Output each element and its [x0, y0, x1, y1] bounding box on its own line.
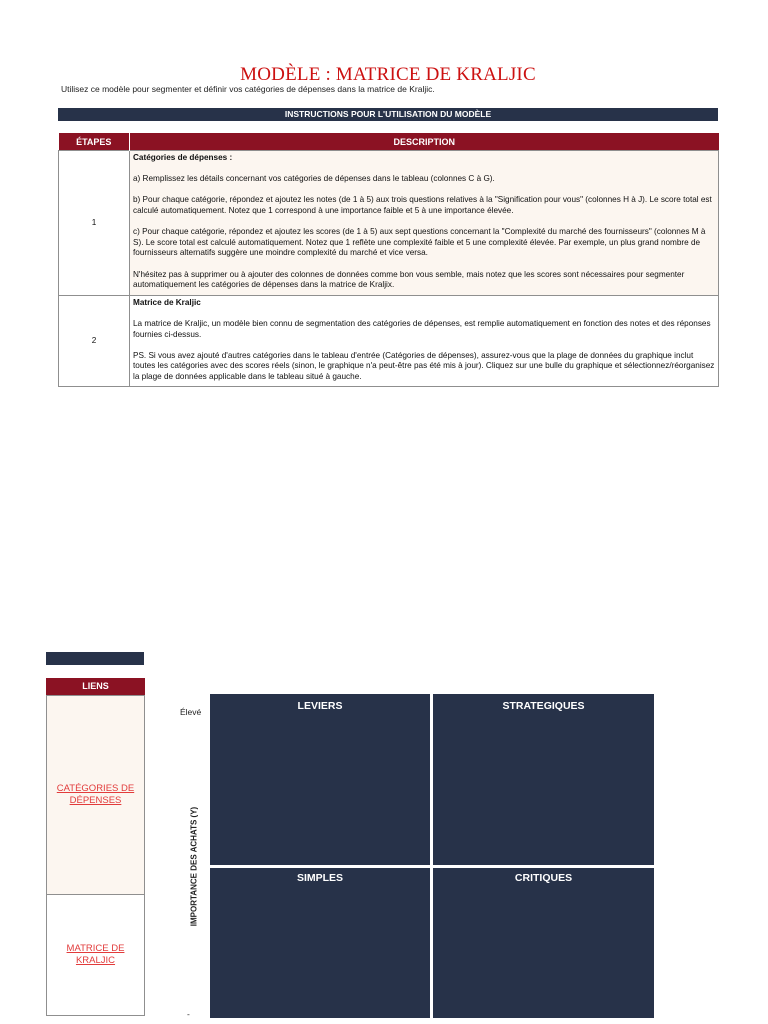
instructions-banner: INSTRUCTIONS POUR L'UTILISATION DU MODÈLE: [58, 108, 718, 121]
y-axis-high-label: Élevé: [180, 707, 202, 717]
step-heading: Matrice de Kraljic: [133, 297, 201, 307]
links-heading: LIENS: [46, 678, 145, 695]
quadrant-leverage: [210, 694, 430, 865]
y-axis-label: IMPORTANCE DES ACHATS (Y): [189, 806, 199, 927]
quadrant-label: LEVIERS: [297, 700, 343, 712]
link-cell-spend-categories: [46, 695, 145, 895]
instructions-table: [58, 133, 719, 387]
quadrant-label: SIMPLES: [296, 872, 344, 884]
table-row: [59, 295, 719, 387]
step-number: 2: [59, 295, 130, 387]
step-description: [130, 295, 719, 387]
step-number: 1: [59, 151, 130, 296]
step-heading: Catégories de dépenses :: [133, 153, 233, 162]
quadrant-non-critical: [210, 868, 430, 1018]
y-axis-low-label: -: [187, 1009, 190, 1019]
column-header-steps: ÉTAPES: [59, 133, 130, 151]
page-title: MODÈLE : MATRICE DE KRALJIC: [240, 64, 536, 85]
step-description: [130, 151, 719, 296]
table-header-row: [59, 133, 719, 151]
link-cell-kraljic-matrix: [46, 894, 145, 1016]
quadrant-bottleneck: [433, 868, 654, 1018]
column-header-description: DESCRIPTION: [130, 133, 719, 151]
links-top-bar: [46, 652, 144, 665]
step-paragraph: PS. Si vous avez ajouté d'autres catégories dans le tableau d'entrée (Catégories de dépenses), assurez-vous que la plage de données du graphique inclut toutes les catégories avec des scores réels (sinon, le graphique n'a peut-être pas été mis à jour). Cliquez sur une bulle du graphique et sélectionnez/réorganisez la plage de données applicable dans le tableau situé à gauche.: [133, 350, 715, 381]
quadrant-label: CRITIQUES: [514, 872, 573, 884]
step-paragraph: a) Remplissez les détails concernant vos catégories de dépenses dans le tableau (colonnes C à G).: [133, 174, 495, 184]
step-paragraph: La matrice de Kraljic, un modèle bien connu de segmentation des catégories de dépenses, est remplie automatiquement en fonction des notes et des réponses fournies ci-dessus.: [133, 318, 711, 339]
step-paragraph: N'hésitez pas à supprimer ou à ajouter des colonnes de données comme bon vous semble, mais notez que les scores sont nécessaires pour segmenter automatiquement les catégories de dépenses dans la matrice de Kraljix.: [133, 269, 685, 290]
step-paragraph: b) Pour chaque catégorie, répondez et ajoutez les notes (de 1 à 5) aux trois questions relatives à la "Signification pour vous" (colonnes H à J). Le score total est calculé automatiquement. Notez que 1 correspond à une importance faible et 5 à une importance élevée.: [133, 195, 712, 215]
kraljic-matrix-link[interactable]: MATRICE DE KRALJIC: [66, 943, 125, 966]
page-subtitle: Utilisez ce modèle pour segmenter et définir vos catégories de dépenses dans la matrice de Kraljic.: [61, 84, 435, 94]
quadrant-strategic: [433, 694, 654, 865]
table-row: [59, 151, 719, 296]
step-paragraph: c) Pour chaque catégorie, répondez et ajoutez les scores (de 1 à 5) aux sept questions concernant la "Complexité du marché des fournisseurs" (colonnes M à S). Le score total est calculé automatiquement. Notez que 1 reflète une complexité faible et 5 une complexité élevée. Par exemple, un plus grand nombre de fournisseurs alternatifs suggère une moindre complexité du marché et vice versa.: [133, 227, 706, 258]
quadrant-label: STRATEGIQUES: [502, 700, 585, 712]
spend-categories-link[interactable]: CATÉGORIES DE DÉPENSES: [56, 783, 135, 806]
